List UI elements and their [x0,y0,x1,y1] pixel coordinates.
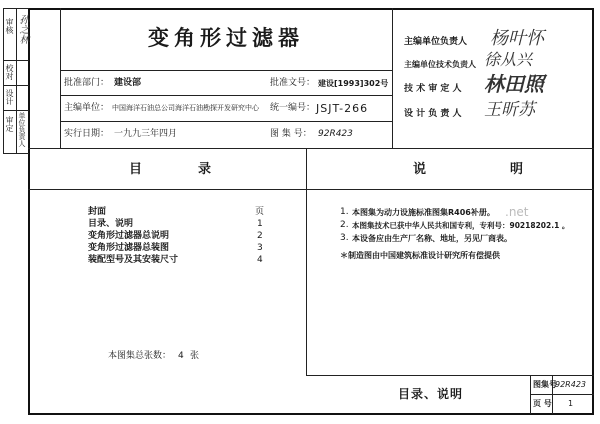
atlas-no-value: 92R423 [318,129,353,139]
titleblock-mid [530,394,594,395]
page-label: 页 号 [533,399,552,408]
note-no-3: 3. [340,233,349,243]
approval-dept-value: 建设部 [114,78,142,88]
resp-label-4: 设 计 负 责 人 [404,109,462,119]
middle-divider [306,148,307,375]
editor-value: 中国海洋石油总公司海洋石油勘探开发研究中心 [112,104,259,112]
header-row-3 [60,121,392,122]
contents-item-3: 变角形过滤器总说明 [88,231,170,241]
approval-doc-label: 批准文号： [270,78,316,88]
watermark: .net [505,205,529,219]
notes-heading-left: 说 [413,162,427,177]
frame-left [28,8,30,415]
contents-item-2: 目录、说明 [88,219,134,229]
approval-doc-value: 建设[1993]302号 [318,79,389,88]
unified-no-value: JSJT-266 [316,102,369,115]
heading-row-bottom [28,189,594,190]
resp-label-3: 技 术 审 定 人 [404,84,462,94]
left-strip-label-1: 审核 [5,18,14,34]
approval-dept-label: 批准部门： [64,78,110,88]
header-divider [392,8,393,149]
note-text-2: 本图集技术已获中华人民共和国专利，专利号：90218202.1 。 [352,221,570,230]
total-sheets-value: 4 [178,351,184,361]
contents-page-5: 4 [257,255,263,265]
left-strip-top [3,8,29,9]
note-no-1: 1. [340,207,349,217]
left-strip-label-2: 校对 [5,64,14,80]
contents-page-col-label: 页 [255,207,265,217]
effective-value: 一九九三年四月 [114,129,178,139]
titleblock-top [306,375,594,376]
header-row-2 [60,95,392,96]
left-strip-bottom [3,153,29,154]
contents-item-1: 封面 [88,207,107,217]
frame-top [28,8,594,10]
resp-signature-4: 王昕苏 [484,100,535,120]
left-strip-bottom-label: 单位负责人 [18,112,26,147]
left-strip-line-1 [3,60,29,61]
header-left-edge [60,8,61,149]
editor-label: 主编单位： [64,103,110,113]
contents-item-4: 变角形过滤器总装图 [88,243,170,253]
left-strip-border [3,8,4,153]
note-no-2: 2. [340,220,349,230]
left-strip-label-3: 设计 [5,89,14,105]
note-text-1: 本图集为动力设施标准图集R406补册。 [352,208,495,217]
resp-signature-3: 林田照 [484,72,544,96]
contents-item-5: 装配型号及其安装尺寸 [88,255,179,265]
resp-signature-1: 杨叶怀 [490,28,544,49]
note-text-3: 本设备应由生产厂名称、地址，另见厂商表。 [352,234,512,243]
frame-bottom [28,413,594,415]
atlas-label: 图集号 [533,380,557,389]
header-bottom [28,148,594,149]
contents-heading-right: 录 [198,162,212,177]
atlas-value: 92R423 [555,380,587,389]
contents-heading-left: 目 [129,162,143,177]
left-strip-label-4: 审定 [5,116,14,132]
unified-no-label: 统一编号： [270,103,316,113]
total-sheets-unit: 张 [190,351,200,361]
sheet-title: 目录、说明 [398,387,464,401]
contents-page-2: 1 [257,219,263,229]
frame-right [592,8,594,415]
page-title: 变角形过滤器 [148,26,304,50]
atlas-no-label: 图 集 号： [270,129,312,139]
total-sheets-label: 本图集总张数： [108,351,172,361]
contents-page-3: 2 [257,231,263,241]
resp-label-2: 主编单位技术负责人 [404,60,476,69]
contents-page-4: 3 [257,243,263,253]
left-strip-line-3 [3,110,29,111]
left-strip-line-2 [3,85,29,86]
resp-signature-2: 徐从兴 [484,50,533,69]
titleblock-divider [530,375,531,414]
note-footnote: ＊制造图由中国建筑标准设计研究所有偿提供 [340,251,500,260]
left-strip-signature: 孙之林 [17,14,28,44]
notes-heading-right: 明 [510,162,524,177]
effective-label: 实行日期： [64,129,110,139]
header-row-1 [60,70,392,71]
resp-label-1: 主编单位负责人 [404,37,468,47]
page-value: 1 [568,399,574,408]
